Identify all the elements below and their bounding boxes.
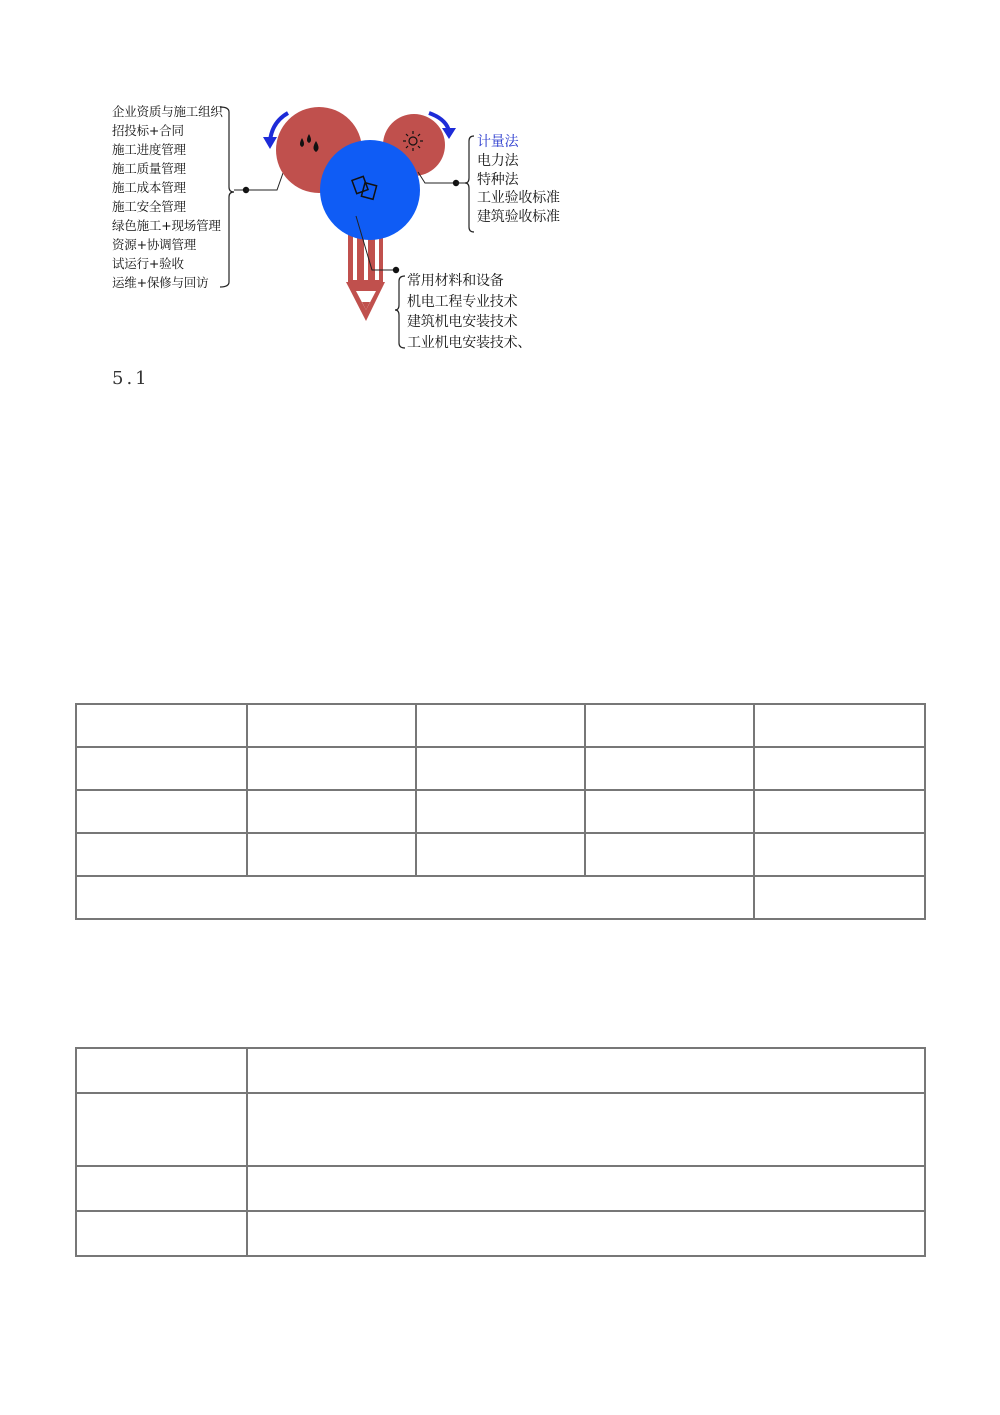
list-item: 绿色施工+现场管理 bbox=[112, 218, 221, 233]
list-item: 施工进度管理 bbox=[112, 142, 186, 157]
list-item: 招投标+合同 bbox=[112, 123, 184, 138]
table-cell bbox=[585, 747, 754, 790]
table-cell bbox=[754, 747, 925, 790]
table-cell bbox=[247, 747, 416, 790]
table-cell bbox=[754, 876, 925, 919]
list-item: 常用材料和设备 bbox=[407, 273, 504, 289]
list-item: 施工质量管理 bbox=[112, 161, 186, 176]
list-item: 工业机电安装技术、 bbox=[407, 334, 532, 351]
table-cell bbox=[76, 704, 247, 747]
grid-table-two bbox=[75, 1047, 926, 1257]
pencil-icon bbox=[346, 232, 385, 321]
table-cell bbox=[585, 704, 754, 747]
list-item: 特种法 bbox=[477, 171, 519, 188]
table-row bbox=[76, 747, 925, 790]
table-cell bbox=[416, 747, 585, 790]
list-item: 施工成本管理 bbox=[112, 180, 186, 195]
list-item: 建筑验收标准 bbox=[477, 209, 560, 226]
bottom-connector-dot bbox=[393, 267, 399, 273]
table-row bbox=[76, 1166, 925, 1211]
table-cell bbox=[754, 833, 925, 876]
table-cell bbox=[416, 833, 585, 876]
table-cell bbox=[585, 833, 754, 876]
table-cell bbox=[247, 1093, 925, 1166]
list-item: 施工安全管理 bbox=[112, 199, 186, 214]
knowledge-diagram bbox=[0, 0, 1000, 360]
table-cell bbox=[76, 1166, 247, 1211]
bottom-topic-list bbox=[407, 271, 531, 353]
table-cell bbox=[416, 704, 585, 747]
table-row bbox=[76, 1048, 925, 1093]
bottom-bracket bbox=[395, 276, 405, 348]
table-cell bbox=[247, 790, 416, 833]
right-bracket bbox=[465, 136, 474, 232]
list-item: 机电工程专业技术 bbox=[407, 293, 518, 310]
table-cell bbox=[754, 704, 925, 747]
table-cell bbox=[416, 790, 585, 833]
table-row bbox=[76, 1093, 925, 1166]
table-row bbox=[76, 876, 925, 919]
table-cell bbox=[76, 1093, 247, 1166]
list-item: 建筑机电安装技术 bbox=[407, 314, 518, 331]
right-topic-list bbox=[477, 133, 560, 227]
section-number: 5.1 bbox=[112, 368, 150, 389]
table-cell bbox=[585, 790, 754, 833]
table-row bbox=[76, 790, 925, 833]
table-cell bbox=[76, 833, 247, 876]
list-item: 计量法 bbox=[477, 134, 519, 150]
table-cell bbox=[247, 1048, 925, 1093]
table-cell bbox=[247, 704, 416, 747]
table-cell-merged bbox=[76, 876, 754, 919]
list-item: 试运行+验收 bbox=[112, 256, 184, 271]
blue-circle bbox=[320, 140, 420, 240]
table-row bbox=[76, 833, 925, 876]
table-cell bbox=[247, 833, 416, 876]
list-item: 电力法 bbox=[477, 152, 519, 169]
grid-table-one bbox=[75, 703, 926, 920]
list-item: 运维+保修与回访 bbox=[112, 275, 209, 290]
table-cell bbox=[247, 1211, 925, 1256]
table-cell bbox=[754, 790, 925, 833]
table-cell bbox=[76, 747, 247, 790]
table-row bbox=[76, 704, 925, 747]
table-cell bbox=[247, 1166, 925, 1211]
list-item: 资源+协调管理 bbox=[112, 237, 197, 252]
table-cell bbox=[76, 1211, 247, 1256]
left-topic-list bbox=[112, 102, 223, 292]
table-cell bbox=[76, 790, 247, 833]
list-item: 企业资质与施工组织 bbox=[112, 104, 223, 119]
table-cell bbox=[76, 1048, 247, 1093]
list-item: 工业验收标准 bbox=[477, 190, 560, 207]
table-row bbox=[76, 1211, 925, 1256]
